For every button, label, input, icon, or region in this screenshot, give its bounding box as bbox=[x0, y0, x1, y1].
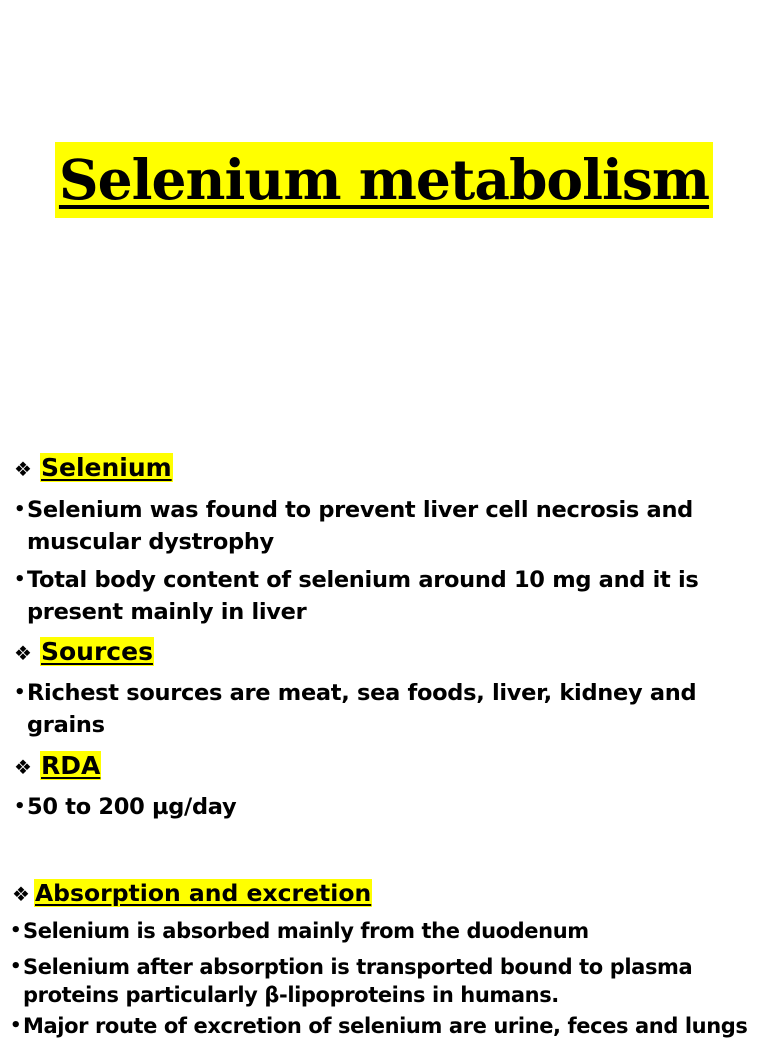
bullet-sources-1: • Richest sources are meat, sea foods, liver, kidney and grains bbox=[14, 677, 767, 741]
bullet-selenium-1: • Selenium was found to prevent liver cell necrosis and muscular dystrophy bbox=[14, 494, 767, 558]
heading-absorption bbox=[12, 876, 372, 911]
slide-title bbox=[0, 142, 768, 218]
diamond-bullet-icon: ❖ bbox=[12, 882, 30, 906]
heading-absorption-text: Absorption and excretion bbox=[35, 879, 372, 907]
diamond-bullet-icon: ❖ bbox=[14, 457, 32, 481]
slide-title-text: Selenium metabolism bbox=[55, 142, 713, 218]
heading-rda-text: RDA bbox=[41, 751, 101, 780]
heading-rda bbox=[14, 749, 101, 784]
heading-sources-text: Sources bbox=[41, 637, 153, 666]
heading-selenium-text: Selenium bbox=[41, 453, 172, 482]
bullet-absorption-2: • Selenium after absorption is transported bound to plasma proteins particularly β-lipoproteins in humans. bbox=[10, 953, 763, 1009]
heading-selenium bbox=[14, 451, 173, 486]
heading-sources bbox=[14, 635, 154, 670]
diamond-bullet-icon: ❖ bbox=[14, 755, 32, 779]
bullet-rda-1: • 50 to 200 µg/day bbox=[14, 791, 767, 823]
bullet-absorption-3: • Major route of excretion of selenium are urine, feces and lungs bbox=[10, 1012, 763, 1040]
bullet-absorption-1: • Selenium is absorbed mainly from the duodenum bbox=[10, 917, 763, 945]
diamond-bullet-icon: ❖ bbox=[14, 641, 32, 665]
bullet-selenium-2: • Total body content of selenium around 10 mg and it is present mainly in liver bbox=[14, 564, 767, 628]
